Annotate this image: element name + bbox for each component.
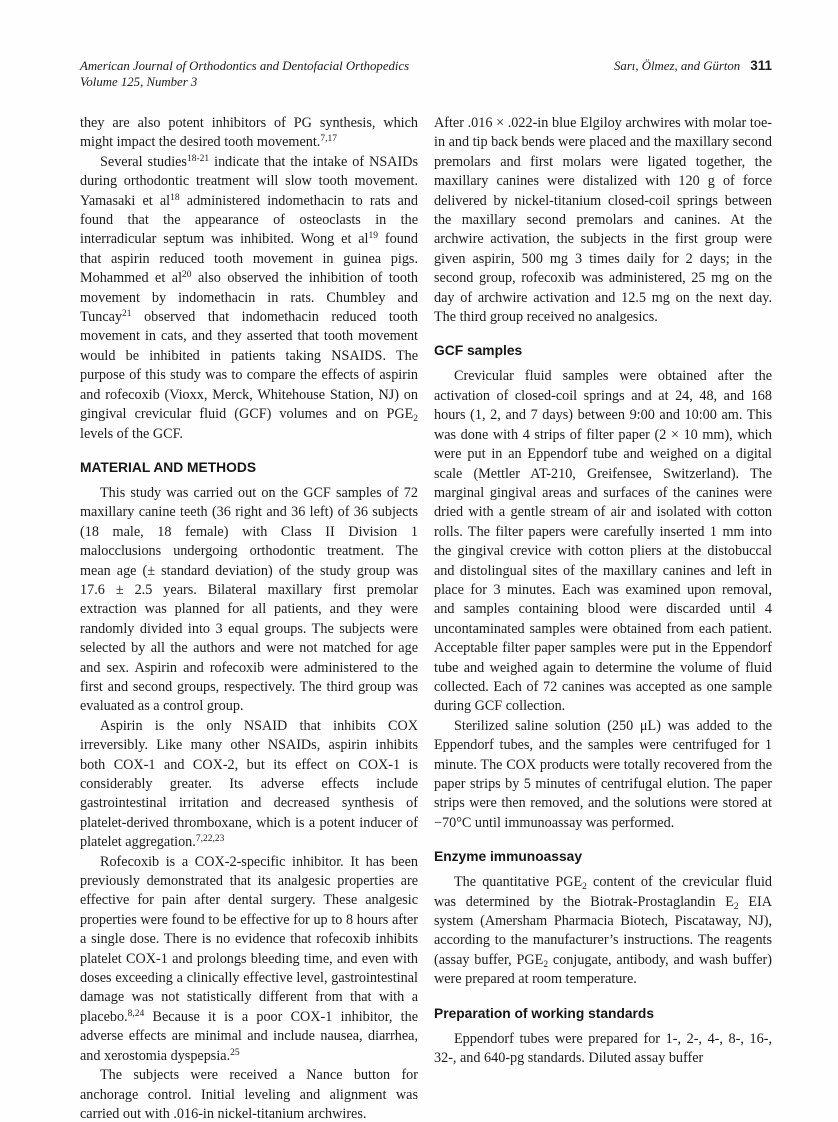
journal-name: American Journal of Orthodontics and Dentofacial Orthopedics bbox=[80, 59, 410, 73]
paragraph: Several studies$^{18-21}$ indicate that the intake of NSAIDs during orthodontic treatment will slow tooth movement. Yamasaki et al$^{18}$ administered indomethacin to rats and found that the appearance of osteoclasts in the interradicular septum was inhibited. Wong et al$^{19}$ found that aspirin reduced tooth movement in guinea pigs. Mohammed et al$^{20}$ also observed the inhibition of tooth movement by indomethacin in rats. Chumbley and Tuncay$^{21}$ observed that indomethacin reduced tooth movement in cats, and they asserted that tooth movement would be inhibited in patients taking NSAIDS. The purpose of this study was to compare the effects of aspirin and rofecoxib (Vioxx, Merck, Whitehouse Station, NJ) on gingival crevicular fluid (GCF) volumes and on $PGE_2$ levels of the GCF. bbox=[80, 153, 418, 442]
right-column bbox=[434, 114, 772, 1122]
reference-superscript: 19 bbox=[368, 231, 379, 242]
section-heading: Enzyme immunoassay bbox=[434, 849, 582, 865]
chemical-subscript: 2 bbox=[543, 959, 549, 970]
paragraph: Eppendorf tubes were prepared for 1-, 2-, 4-, 8-, 16-, 32-, and 640-pg standards. Diluted assay buffer bbox=[434, 1030, 772, 1067]
journal-info bbox=[80, 58, 409, 90]
paragraph: Crevicular fluid samples were obtained after the activation of closed-coil springs and at 24, 48, and 168 hours (1, 2, and 7 days) between 9:00 and 10:00 am. This was done with 4 strips of filter paper (2 × 10 mm), which were put in an Eppendorf tube and weighed on a digital scale (Mettler AT-210, Greifensee, Switzerland). The marginal gingival areas and surfaces of the canines were dried with a gentle stream of air and isolated with cotton rolls. The filter papers were carefully inserted 1 mm into the gingival crevice with cotton pliers at the distobuccal and distolingual sites of the maxillary canines and left in place for 3 minutes. Each was examined upon removal, and samples containing blood were discarded until 4 uncontaminated samples were obtained from each patient. Acceptable filter paper samples were put in the Eppendorf tube and weighed again to determine the volume of fluid collected. Each of 72 canines was accepted as one sample during GCF collection. bbox=[434, 368, 772, 715]
reference-superscript: 25 bbox=[230, 1047, 240, 1058]
paragraph: The quantitative $PGE_2$ content of the crevicular fluid was determined by the Biotrak-Prostaglandin $E_2$ EIA system (Amersham Pharmacia Biotech, Piscataway, NJ), according to the manufacturer’s instructions. The reagents (assay buffer, $PGE_2$ conjugate, antibody, and wash buffer) were prepared at room temperature. bbox=[434, 874, 772, 988]
section-heading: GCF samples bbox=[434, 343, 523, 359]
paragraph: Sterilized saline solution (250 μL) was added to the Eppendorf tubes, and the samples were centrifuged for 1 minute. The COX products were totally recovered from the paper strips by 5 minutes of centrifugal elution. The paper strips were then removed, and the solutions were stored at −70°C until immunoassay was performed. bbox=[434, 717, 772, 831]
paragraph: The subjects were received a Nance button for anchorage control. Initial leveling and alignment was carried out with .016-in nickel-titanium archwires. bbox=[80, 1067, 418, 1122]
reference-superscript: 18 bbox=[170, 192, 180, 203]
section-heading: MATERIAL AND METHODS bbox=[80, 459, 257, 475]
reference-superscript: 18-21 bbox=[186, 153, 210, 164]
paragraph: they are also potent inhibitors of PG synthesis, which might impact the desired tooth movement.$^{7,17}$ bbox=[80, 115, 418, 151]
journal-issue: Volume 125, Number 3 bbox=[80, 75, 198, 89]
running-head bbox=[80, 58, 772, 90]
chemical-subscript: 2 bbox=[413, 414, 418, 425]
chemical-subscript: 2 bbox=[582, 882, 587, 893]
reference-superscript: 20 bbox=[182, 270, 192, 281]
page-number: 311 bbox=[750, 58, 772, 73]
paragraph: This study was carried out on the GCF samples of 72 maxillary canine teeth (36 right and 36 left) of 36 subjects (18 male, 18 female) with Class II Division 1 malocclusions undergoing orthodontic treatment. The mean age (± standard deviation) of the study group was 17.6 ± 2.5 years. Bilateral maxillary first premolar extraction was planned for all patients, and they were randomly divided into 3 equal groups. The subjects were selected by all the authors and were not matched for age and sex. Aspirin and rofecoxib were administered to the first and second groups, respectively. The third group was evaluated as a control group. bbox=[80, 484, 418, 715]
paragraph: Rofecoxib is a COX-2-specific inhibitor. It has been previously demonstrated that its analgesic properties are effective for pain after dental surgery. These analgesic properties were found to be effective for up to 8 hours after a single dose. There is no evidence that rofecoxib inhibits platelet COX-1 and prolongs bleeding time, and even with doses exceeding a clinically effective level, gastrointestinal damage was not statistically different from that with a placebo.$^{8,24}$ Because it is a poor COX-1 inhibitor, the adverse effects are minimal and include nausea, diarrhea, and xerostomia dyspepsia.$^{25}$ bbox=[80, 853, 418, 1064]
section-heading: Preparation of working standards bbox=[434, 1005, 655, 1021]
reference-superscript: 7,17 bbox=[320, 134, 337, 145]
paragraph: After .016 × .022-in blue Elgiloy archwires with molar toe-in and tip back bends were placed and the maxillary second premolars and first molars were ligated together, the maxillary canines were distalized with 120 g of force delivered by nickel-titanium closed-coil springs between the maxillary second premolars and canines. At the archwire activation, the subjects in the first group were given aspirin, 500 mg 3 times daily for 2 days; in the second group, rofecoxib was administered, 25 mg on the day of archwire activation and 12.5 mg on the next day. The third group received no analgesics. bbox=[434, 115, 773, 326]
chemical-subscript: 2 bbox=[733, 901, 739, 912]
paragraph: Aspirin is the only NSAID that inhibits COX irreversibly. Like many other NSAIDs, aspirin inhibits both COX-1 and COX-2, but its effect on COX-1 is considerably greater. Its adverse effects include gastrointestinal irritation and decreased synthesis of platelet-derived thromboxane, which is a potent inducer of platelet aggregation.$^{7,22,23}$ bbox=[80, 717, 418, 851]
reference-superscript: 8,24 bbox=[127, 1008, 145, 1019]
reference-superscript: 21 bbox=[122, 309, 132, 320]
running-authors: Sarı, Ölmez, and Gürton bbox=[614, 59, 741, 73]
article-body bbox=[80, 114, 772, 1122]
author-info bbox=[614, 58, 772, 74]
left-column bbox=[80, 114, 418, 1122]
reference-superscript: 7,22,23 bbox=[195, 834, 225, 845]
